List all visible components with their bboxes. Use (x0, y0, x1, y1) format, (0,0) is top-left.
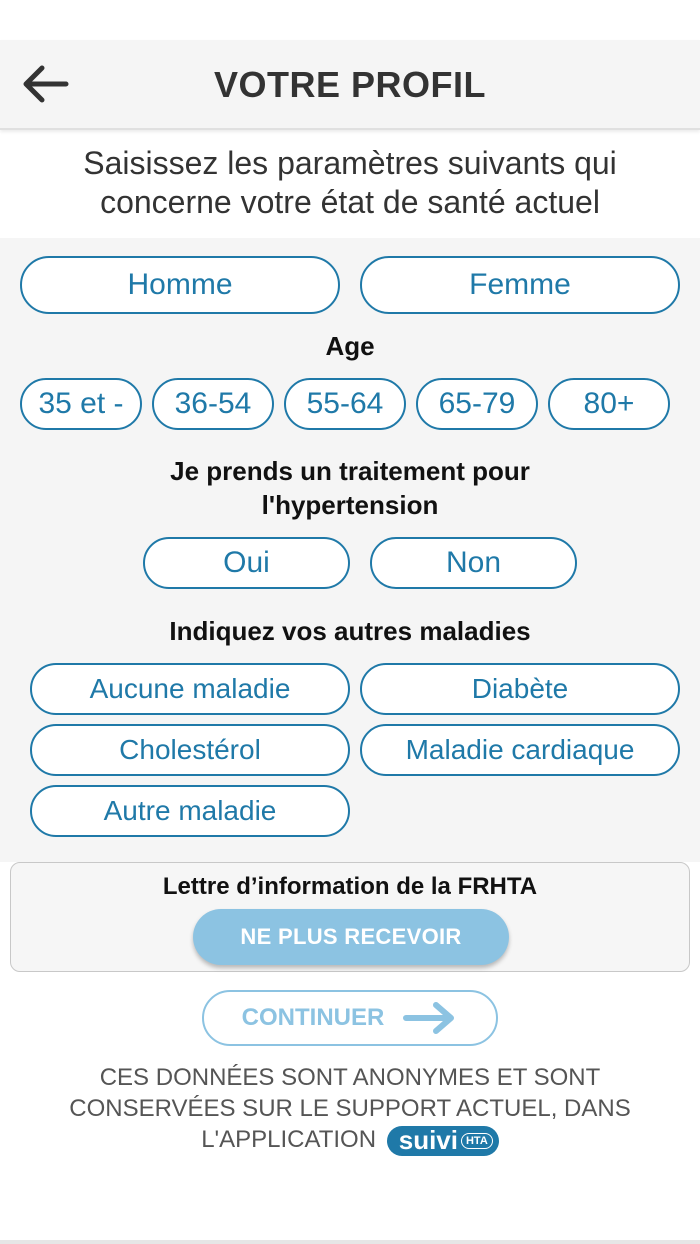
age-36-54-button[interactable]: 36-54 (152, 378, 274, 430)
age-65-79-button[interactable]: 65-79 (416, 378, 538, 430)
logo-text: suivi (398, 1125, 458, 1156)
diseases-label: Indiquez vos autres maladies (169, 616, 531, 646)
disease-aucune-button[interactable]: Aucune maladie (30, 663, 350, 715)
disease-cholesterol-button[interactable]: Cholestérol (30, 724, 350, 776)
bottom-divider (0, 1240, 700, 1244)
continue-button[interactable] (202, 990, 498, 1046)
subtitle-line-2: concerne votre état de santé actuel (100, 184, 600, 220)
treatment-non-button[interactable]: Non (370, 537, 577, 589)
app-header (0, 40, 700, 130)
newsletter-panel (10, 862, 690, 972)
age-label: Age (325, 331, 375, 361)
newsletter-title: Lettre d’information de la FRHTA (162, 873, 538, 900)
treatment-label-line-1: Je prends un traitement pour (170, 456, 530, 486)
age-35-button[interactable]: 35 et - (20, 378, 142, 430)
subtitle-line-1: Saisissez les paramètres suivants qui (83, 145, 617, 181)
suivi-hta-logo (387, 1126, 499, 1156)
privacy-notice (0, 1062, 700, 1156)
disease-autre-button[interactable]: Autre maladie (30, 785, 350, 837)
privacy-line-3 (0, 1124, 700, 1156)
gender-homme-button[interactable]: Homme (20, 256, 340, 314)
page-title: VOTRE PROFIL (213, 64, 486, 105)
page-subtitle (0, 144, 700, 222)
privacy-line-3-text: L'APPLICATION (201, 1126, 377, 1153)
gender-femme-button[interactable]: Femme (360, 256, 680, 314)
treatment-oui-button[interactable]: Oui (143, 537, 350, 589)
privacy-line-1: CES DONNÉES SONT ANONYMES ET SONT (99, 1064, 601, 1091)
arrow-right-icon (402, 1000, 458, 1036)
treatment-label-line-2: l'hypertension (261, 490, 439, 520)
treatment-label (0, 454, 700, 522)
profile-form (0, 238, 700, 862)
disease-diabete-button[interactable]: Diabète (360, 663, 680, 715)
privacy-line-2: CONSERVÉES SUR LE SUPPORT ACTUEL, DANS (69, 1095, 631, 1122)
unsubscribe-button[interactable]: NE PLUS RECEVOIR (193, 909, 509, 965)
age-80-button[interactable]: 80+ (548, 378, 670, 430)
age-55-64-button[interactable]: 55-64 (284, 378, 406, 430)
logo-sub: HTA (461, 1133, 493, 1149)
disease-cardiaque-button[interactable]: Maladie cardiaque (360, 724, 680, 776)
continue-label: CONTINUER (241, 1004, 385, 1031)
